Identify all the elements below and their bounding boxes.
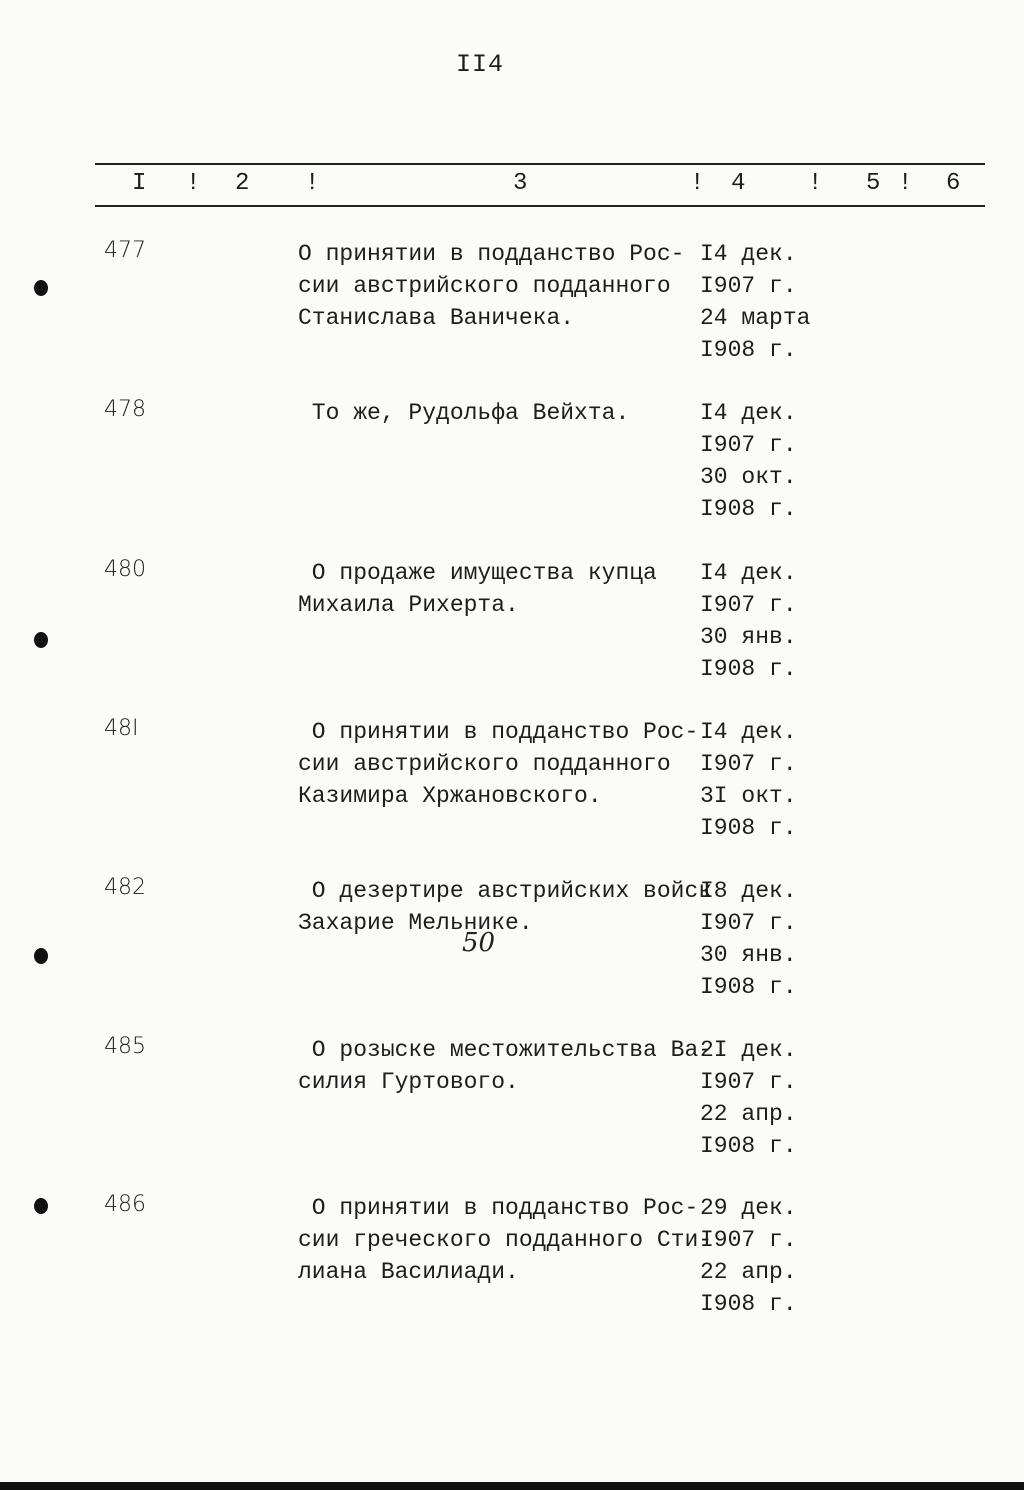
column-3-label: 3 xyxy=(513,170,528,197)
table-column-header xyxy=(0,170,1024,200)
column-separator: ! xyxy=(690,170,705,197)
table-row xyxy=(0,557,1024,697)
column-1-label: I xyxy=(132,170,147,197)
punch-hole-mark xyxy=(34,280,48,296)
column-separator: ! xyxy=(186,170,201,197)
column-4-label: 4 xyxy=(731,170,746,197)
entry-description: О дезертире австрийских войск Захарие Мельнике. xyxy=(298,878,713,936)
entry-description: О принятии в подданство Рос- сии австрийского подданного Казимира Хржановского. xyxy=(298,719,699,809)
entry-description: О продаже имущества купца Михаила Рихерта. xyxy=(298,560,657,618)
handwritten-page-mark: 50 xyxy=(462,928,496,958)
entry-description: То же, Рудольфа Вейхта. xyxy=(298,400,630,426)
entry-dates: I4 дек. I907 г. 24 марта I908 г. xyxy=(700,241,811,363)
entry-dates: I4 дек. I907 г. 30 окт. I908 г. xyxy=(700,400,797,522)
column-2-label: 2 xyxy=(235,170,250,197)
punch-hole-mark xyxy=(34,948,48,964)
table-row xyxy=(0,238,1024,378)
table-row xyxy=(0,1034,1024,1174)
scan-edge-bar xyxy=(0,1482,1024,1490)
entry-number: 486 xyxy=(104,1192,146,1217)
entry-dates: I8 дек. I907 г. 30 янв. I908 г. xyxy=(700,878,797,1000)
table-row xyxy=(0,875,1024,1015)
table-row xyxy=(0,1192,1024,1332)
entry-dates: I4 дек. I907 г. 3I окт. I908 г. xyxy=(700,719,797,841)
table-header-top-rule xyxy=(95,163,985,165)
entry-description: О розыске местожительства Ва- силия Гуртового. xyxy=(298,1037,713,1095)
entry-number: 477 xyxy=(104,238,146,263)
entry-number: 485 xyxy=(104,1034,146,1059)
column-separator: ! xyxy=(898,170,913,197)
page-number: II4 xyxy=(455,50,504,79)
table-row xyxy=(0,397,1024,537)
entry-dates: 2I дек. I907 г. 22 апр. I908 г. xyxy=(700,1037,797,1159)
column-separator: ! xyxy=(808,170,823,197)
column-6-label: 6 xyxy=(946,170,961,197)
entry-number: 480 xyxy=(104,557,146,582)
entry-number: 48I xyxy=(104,716,139,741)
column-5-label: 5 xyxy=(866,170,881,197)
entry-dates: I4 дек. I907 г. 30 янв. I908 г. xyxy=(700,560,797,682)
entry-dates: 29 дек. I907 г. 22 апр. I908 г. xyxy=(700,1195,797,1317)
table-row xyxy=(0,716,1024,856)
entry-description: О принятии в подданство Рос- сии австрийского подданного Станислава Ваничека. xyxy=(298,241,685,331)
entry-description: О принятии в подданство Рос- сии греческого подданного Сти- лиана Василиади. xyxy=(298,1195,713,1285)
punch-hole-mark xyxy=(34,1198,48,1214)
punch-hole-mark xyxy=(34,632,48,648)
column-separator: ! xyxy=(305,170,320,197)
table-header-bottom-rule xyxy=(95,205,985,207)
entry-number: 482 xyxy=(104,875,146,900)
entry-number: 478 xyxy=(104,397,146,422)
